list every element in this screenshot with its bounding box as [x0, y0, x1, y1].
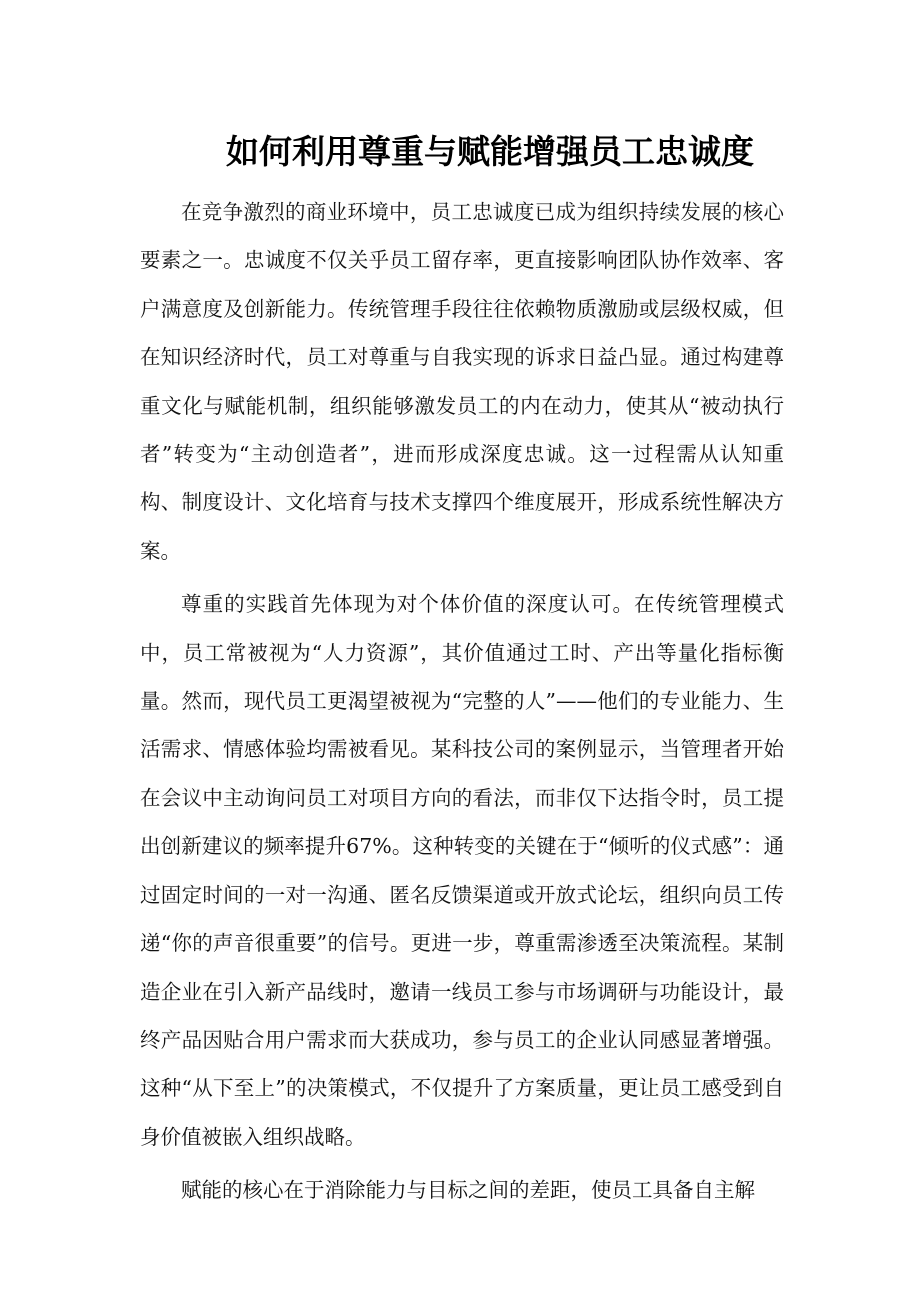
- document-title: 如何利用尊重与赋能增强员工忠诚度: [226, 132, 754, 171]
- document-body: [140, 188, 784, 1215]
- paragraph: 赋能的核心在于消除能力与目标之间的差距，使员工具备自主解: [181, 1178, 755, 1203]
- paragraph: 在竞争激烈的商业环境中，员工忠诚度已成为组织持续发展的核心要素之一。忠诚度不仅关乎员工留存率，更直接影响团队协作效率、客户满意度及创新能力。传统管理手段往往依赖物质激励或层级权威，但在知识经济时代，员工对尊重与自我实现的诉求日益凸显。通过构建尊重文化与赋能机制，组织能够激发员工的内在动力，使其从“被动执行者”转变为“主动创造者”，进而形成深度忠诚。这一过程需从认知重构、制度设计、文化培育与技术支撑四个维度展开，形成系统性解决方案。: [140, 200, 784, 563]
- paragraph: 尊重的实践首先体现为对个体价值的深度认可。在传统管理模式中，员工常被视为“人力资源”，其价值通过工时、产出等量化指标衡量。然而，现代员工更渴望被视为“完整的人”——他们的专业能力、生活需求、情感体验均需被看见。某科技公司的案例显示，当管理者开始在会议中主动询问员工对项目方向的看法，而非仅下达指令时，员工提出创新建议的频率提升67%。这种转变的关键在于“倾听的仪式感”：通过固定时间的一对一沟通、匿名反馈渠道或开放式论坛，组织向员工传递“你的声音很重要”的信号。更进一步，尊重需渗透至决策流程。某制造企业在引入新产品线时，邀请一线员工参与市场调研与功能设计，最终产品因贴合用户需求而大获成功，参与员工的企业认同感显著增强。这种“从下至上”的决策模式，不仅提升了方案质量，更让员工感受到自身价值被嵌入组织战略。: [140, 592, 784, 1149]
